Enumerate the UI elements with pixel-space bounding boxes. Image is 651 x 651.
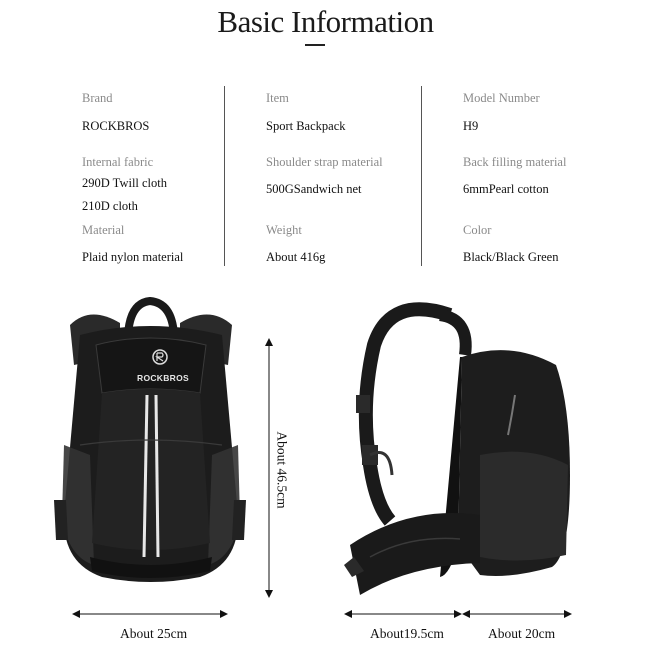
- backpack-logo-text: ROCKBROS: [137, 373, 189, 383]
- title-underline: [305, 44, 325, 46]
- spec-item-label: Item: [266, 91, 289, 105]
- spec-back-filling-label: Back filling material: [463, 155, 567, 169]
- backpack-side-image: [330, 295, 580, 595]
- spec-brand-value: ROCKBROS: [82, 119, 150, 133]
- spec-item-value: Sport Backpack: [266, 119, 346, 133]
- spec-material-value: Plaid nylon material: [82, 250, 184, 264]
- spec-shoulder-strap-value: 500GSandwich net: [266, 182, 362, 196]
- side-width-dimension-line: [462, 608, 572, 620]
- spec-weight-value: About 416g: [266, 250, 326, 264]
- backpack-front-image: [50, 295, 250, 595]
- spec-brand-label: Brand: [82, 91, 113, 105]
- front-width-label: About 25cm: [120, 626, 188, 641]
- side-width-label: About 20cm: [488, 626, 556, 641]
- spec-divider-1: [224, 86, 225, 266]
- spec-color-value: Black/Black Green: [463, 250, 559, 264]
- spec-shoulder-strap-label: Shoulder strap material: [266, 155, 383, 169]
- spec-model-value: H9: [463, 119, 479, 133]
- spec-weight-label: Weight: [266, 223, 302, 237]
- spec-internal-fabric-value-2: 210D cloth: [82, 199, 138, 213]
- side-depth-label: About19.5cm: [370, 626, 444, 641]
- spec-color-label: Color: [463, 223, 492, 237]
- spec-material-label: Material: [82, 223, 125, 237]
- height-dimension-label: About 46.5cm: [274, 431, 290, 509]
- front-width-dimension-line: [72, 608, 228, 620]
- spec-model-label: Model Number: [463, 91, 540, 105]
- spec-divider-2: [421, 86, 422, 266]
- page-title: Basic Information: [217, 4, 434, 39]
- side-depth-dimension-line: [344, 608, 462, 620]
- spec-internal-fabric-label: Internal fabric: [82, 155, 154, 169]
- spec-internal-fabric-value-1: 290D Twill cloth: [82, 176, 168, 190]
- spec-back-filling-value: 6mmPearl cotton: [463, 182, 549, 196]
